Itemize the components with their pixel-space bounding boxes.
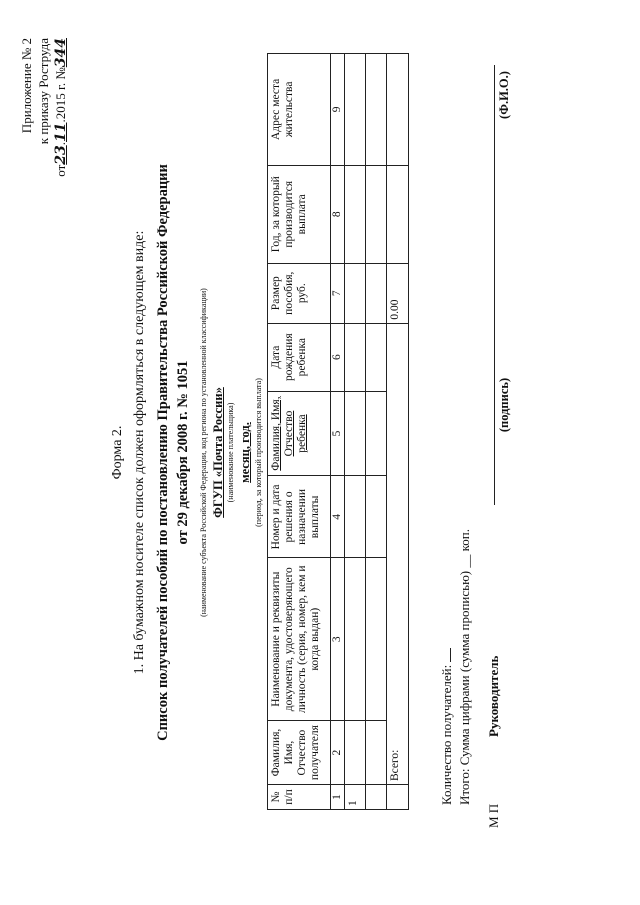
appendix-header (18, 38, 70, 177)
row-number: 1 (345, 785, 366, 810)
table-cell (345, 558, 366, 721)
column-number: 4 (331, 476, 345, 558)
recipients-count (438, 648, 455, 805)
appendix-line1: Приложение № 2 (19, 38, 34, 134)
table-cell (366, 785, 387, 810)
total-sum-text: Итого: Сумма цифрами (сумма прописью) __ коп. (457, 529, 472, 805)
col-header-decision: Номер и дата решения о назначении выплаты (268, 476, 331, 558)
table-cell (366, 263, 387, 323)
recipients-table (267, 53, 409, 810)
payer-caption: (наименование плательщика) (226, 402, 235, 503)
total-row (387, 54, 409, 810)
table-cell (366, 721, 387, 785)
table-cell (387, 54, 409, 166)
table-cell (366, 323, 387, 391)
column-number: 7 (331, 263, 345, 323)
table-cell (366, 558, 387, 721)
column-number: 1 (331, 785, 345, 810)
table-cell (366, 391, 387, 476)
stamp-place: М П (486, 803, 501, 828)
appendix-day: 23 (53, 145, 69, 165)
col-header-number: № п/п (268, 785, 331, 810)
col-header-child-name: Фамилия, Имя, Отчество ребенка (268, 391, 331, 476)
document-title-line1: Список получателей пособий по постановлению Правительства Российской Федерации (155, 164, 171, 741)
table-cell (345, 391, 366, 476)
head-label: Руководитель (486, 655, 501, 737)
table-cell (345, 476, 366, 558)
table-cell (387, 785, 409, 810)
table-cell (345, 54, 366, 166)
table-header-row (268, 54, 331, 810)
table-cell (387, 165, 409, 263)
table-row (345, 54, 366, 810)
appendix-date-line: от23.11.2015 г. №344 (53, 38, 69, 177)
appendix-month: 11 (53, 122, 69, 142)
region-caption: (наименование субъекта Российской Федерации, код региона по установленной классификации) (199, 288, 208, 617)
col-header-address: Адрес места жительства (268, 54, 331, 166)
appendix-number: 344 (53, 38, 69, 68)
table-cell (345, 323, 366, 391)
form-label: Форма 2. (110, 425, 125, 480)
table-cell (345, 721, 366, 785)
table-cell (345, 165, 366, 263)
column-number: 6 (331, 323, 345, 391)
recipients-count-label: Количество получателей: (439, 664, 454, 805)
column-number: 3 (331, 558, 345, 721)
col-header-recipient-name: Фамилия, Имя, Отчество получателя (268, 721, 331, 785)
payer-name: ФГУП «Почта России» (211, 387, 225, 518)
table-row (366, 54, 387, 810)
table-cell (366, 476, 387, 558)
appendix-date-prefix: от (53, 164, 68, 177)
total-label: Всего: (387, 323, 409, 784)
appendix-line2: к приказу Роструда (36, 38, 51, 145)
column-number: 9 (331, 54, 345, 166)
table-cell (366, 54, 387, 166)
column-number: 2 (331, 721, 345, 785)
column-number: 5 (331, 391, 345, 476)
col-header-id-document: Наименование и реквизиты документа, удостоверяющего личность (серия, номер, кем и когда выдан) (268, 558, 331, 721)
table-cell (366, 165, 387, 263)
signature-caption: (подпись) (497, 377, 511, 433)
period-caption: (период, за который производится выплата) (254, 378, 263, 527)
period-value: месяц, год. (238, 422, 252, 483)
total-value: 0.00 (387, 263, 409, 323)
col-header-child-birthdate: Дата рождения ребенка (268, 323, 331, 391)
col-header-payment-year: Год, за который производится выплата (268, 165, 331, 263)
appendix-year-text: .2015 г. № (53, 67, 68, 123)
recipients-count-blank (438, 648, 451, 662)
signature-line (494, 65, 495, 505)
intro-text: 1. На бумажном носителе список должен оформляться в следующем виде: (132, 230, 147, 675)
col-header-benefit-amount: Размер пособия, руб. (268, 263, 331, 323)
table-cell (345, 263, 366, 323)
column-number-row (331, 54, 345, 810)
column-number: 8 (331, 165, 345, 263)
document-title-line2: от 29 декабря 2008 г. № 1051 (175, 360, 191, 545)
fio-caption: (Ф.И.О.) (497, 71, 511, 119)
